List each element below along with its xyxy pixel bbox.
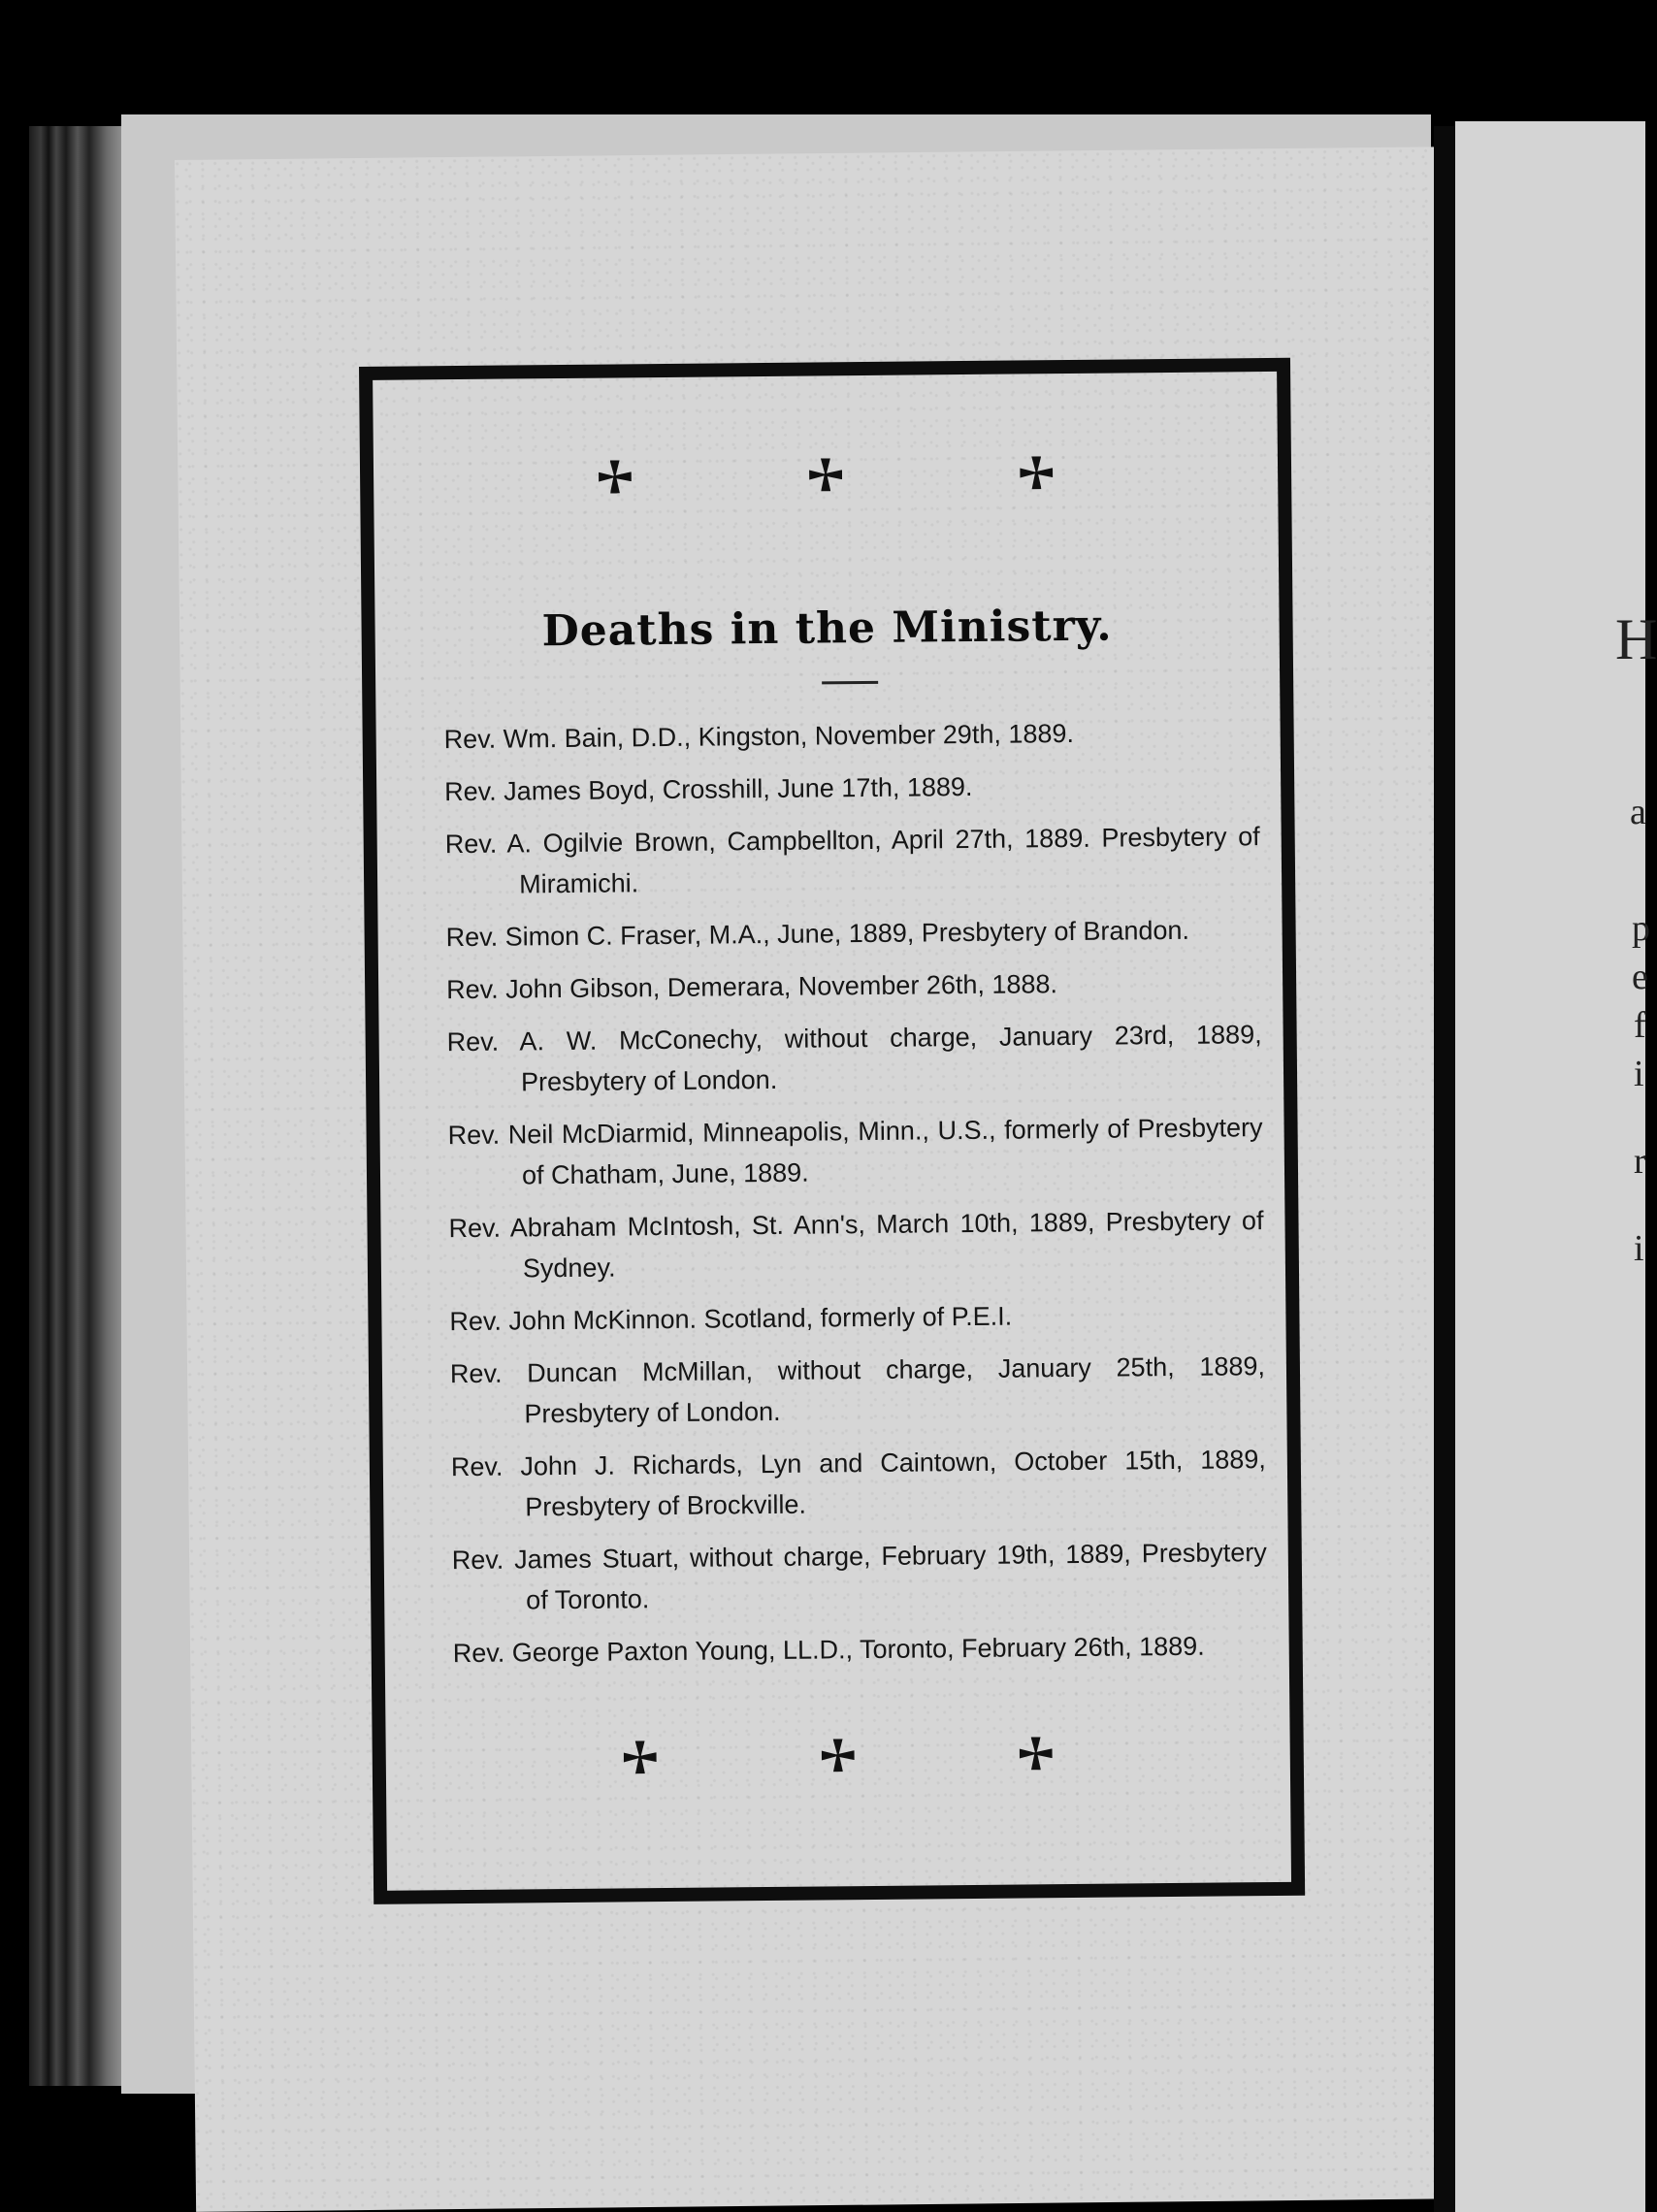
cross-row-top <box>374 454 1278 496</box>
cross-pattee-icon <box>624 1740 657 1773</box>
adjacent-page-fragment: e <box>1632 957 1648 997</box>
cross-pattee-icon <box>1020 456 1053 489</box>
list-item: Rev. A. Ogilvie Brown, Campbellton, April 27th, 1889. Presbytery of Miramichi. <box>444 822 1260 899</box>
book-gutter <box>1434 126 1455 2212</box>
adjacent-page-fragment: i <box>1634 1054 1644 1094</box>
adjacent-page-fragment: f <box>1634 1005 1646 1046</box>
list-item: Rev. George Paxton Young, LL.D., Toronto, February 26th, 1889. <box>452 1631 1205 1669</box>
book-edge <box>29 126 136 2086</box>
list-item: Rev. John McKinnon. Scotland, formerly of P.E.I. <box>449 1301 1013 1337</box>
list-item: Rev. Neil McDiarmid, Minneapolis, Minn., U.S., formerly of Presbytery of Chatham, June, 1889. <box>447 1113 1263 1190</box>
obituary-list <box>443 711 1268 1685</box>
memorial-frame <box>359 358 1305 1904</box>
list-item: Rev. John Gibson, Demerara, November 26th, 1888. <box>446 969 1058 1005</box>
adjacent-page-fragment: r <box>1634 1141 1646 1182</box>
list-item: Rev. James Boyd, Crosshill, June 17th, 1889. <box>444 771 973 807</box>
list-item: Rev. James Stuart, without charge, February 19th, 1889, Presbytery of Toronto. <box>451 1538 1267 1615</box>
list-item: Rev. John J. Richards, Lyn and Caintown, October 15th, 1889, Presbytery of Brockville. <box>450 1445 1266 1522</box>
list-item: Rev. Abraham McIntosh, St. Ann's, March 10th, 1889, Presbytery of Sydney. <box>448 1206 1264 1284</box>
list-item: Rev. Simon C. Fraser, M.A., June, 1889, Presbytery of Brandon. <box>445 915 1190 953</box>
adjacent-page-fragment: i <box>1634 1228 1644 1269</box>
adjacent-page-fragment: a <box>1630 792 1646 832</box>
cross-pattee-icon <box>1020 1737 1053 1770</box>
cross-pattee-icon <box>599 460 632 493</box>
title-divider <box>822 681 878 685</box>
list-item: Rev. A. W. McConechy, without charge, January 23rd, 1889, Presbytery of London. <box>446 1020 1262 1097</box>
cross-pattee-icon <box>822 1739 855 1772</box>
list-item: Rev. Duncan McMillan, without charge, January 25th, 1889, Presbytery of London. <box>449 1351 1266 1429</box>
adjacent-page-fragment: H <box>1615 607 1657 671</box>
cross-pattee-icon <box>809 458 842 491</box>
adjacent-page <box>1455 121 1657 2212</box>
list-item: Rev. Wm. Bain, D.D., Kingston, November 29th, 1889. <box>443 718 1075 755</box>
adjacent-page-fragment: p <box>1632 908 1650 949</box>
cross-row-bottom <box>386 1735 1290 1776</box>
page-title: Deaths in the Ministry. <box>541 601 1113 657</box>
